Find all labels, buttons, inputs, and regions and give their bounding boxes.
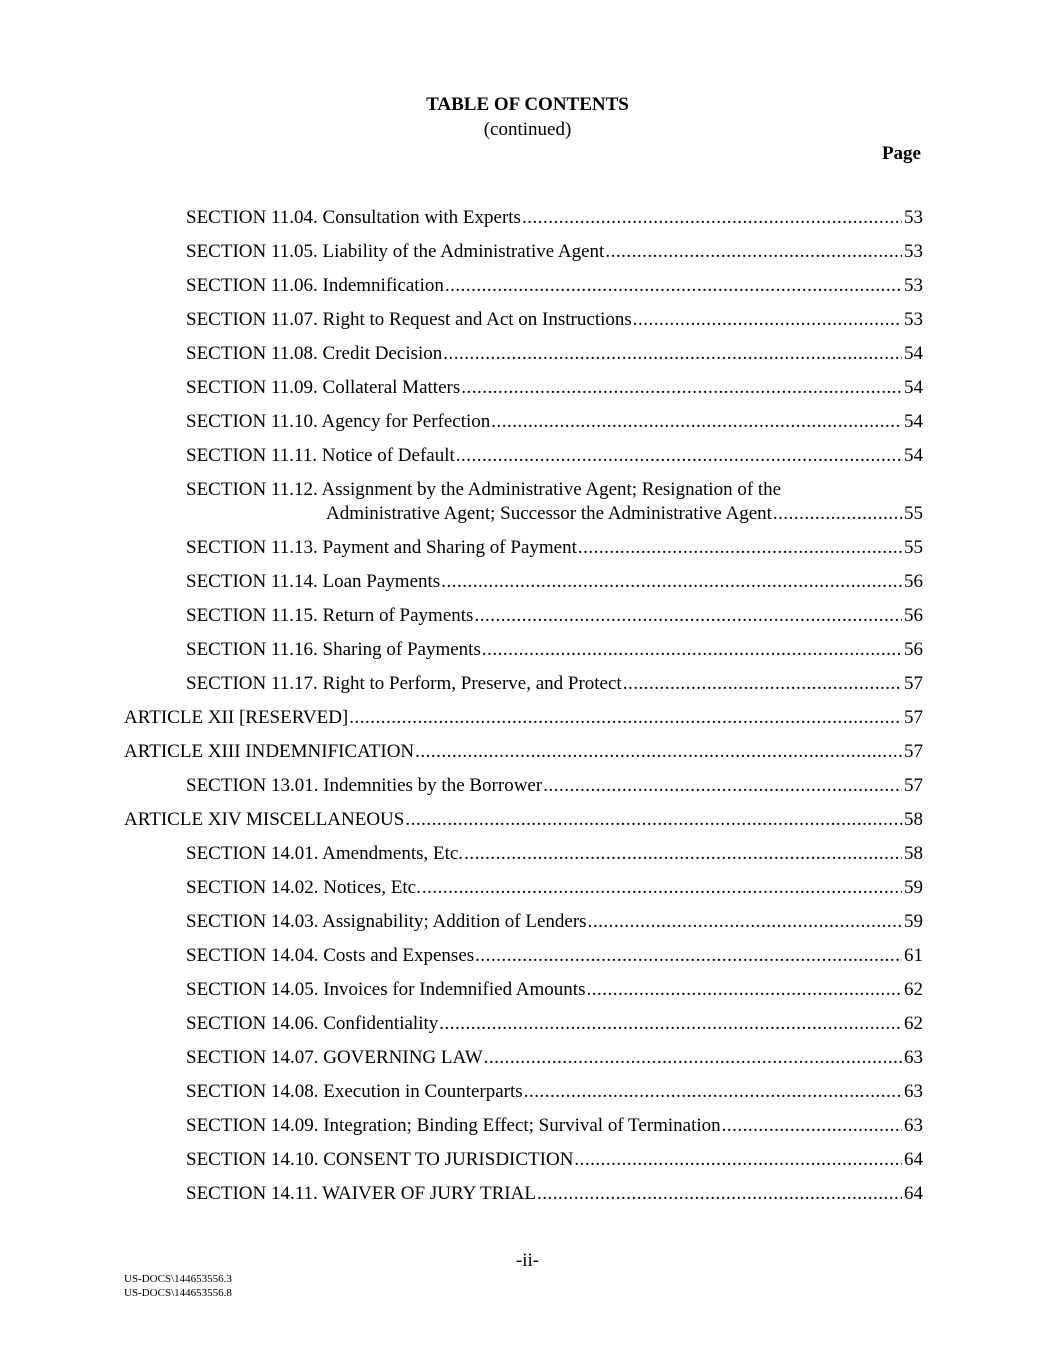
toc-entry-page: 54 [904, 445, 923, 466]
toc-entry-title: SECTION 11.17. Right to Perform, Preserve, and Protect [186, 673, 622, 694]
toc-entry[interactable] [0, 376, 1055, 400]
dot-leader [461, 376, 902, 400]
toc-entry-page: 56 [904, 605, 923, 626]
toc-entry-title: ARTICLE XIV MISCELLANEOUS [124, 809, 405, 830]
toc-entry-page: 63 [904, 1081, 923, 1102]
toc-entry[interactable] [0, 842, 1055, 866]
dot-leader [415, 740, 902, 764]
dot-leader [441, 570, 902, 594]
toc-entry-title: SECTION 14.05. Invoices for Indemnified Amounts [186, 979, 586, 1000]
toc-entry-page: 54 [904, 377, 923, 398]
toc-entry[interactable] [0, 944, 1055, 968]
toc-entry-page: 53 [904, 241, 923, 262]
toc-entry-title: SECTION 14.10. CONSENT TO JURISDICTION [186, 1149, 574, 1170]
toc-entry-page: 57 [904, 775, 923, 796]
toc-entry-title: SECTION 11.09. Collateral Matters [186, 377, 461, 398]
toc-entry[interactable] [0, 604, 1055, 628]
dot-leader [405, 808, 902, 832]
dot-leader [439, 1012, 902, 1036]
toc-entry-page: 63 [904, 1047, 923, 1068]
page-column-label: Page [881, 143, 921, 164]
toc-entry-page: 56 [904, 639, 923, 660]
page-number: -ii- [515, 1250, 540, 1271]
toc-entry-title: SECTION 11.13. Payment and Sharing of Payment [186, 537, 577, 558]
toc-entry-page: 57 [904, 707, 923, 728]
dot-leader [722, 1114, 902, 1138]
toc-entry[interactable] [0, 1182, 1055, 1206]
dot-leader [588, 910, 902, 934]
toc-entry[interactable] [0, 706, 1055, 730]
dot-leader [574, 1148, 902, 1172]
toc-entry-page: 53 [904, 309, 923, 330]
toc-entry-page: 54 [904, 411, 923, 432]
toc-entry[interactable] [0, 774, 1055, 798]
toc-entry-page: 62 [904, 1013, 923, 1034]
toc-entry-page: 62 [904, 979, 923, 1000]
toc-entry-title: SECTION 11.15. Return of Payments [186, 605, 474, 626]
toc-entry-title: SECTION 11.04. Consultation with Experts [186, 207, 521, 228]
dot-leader [524, 1080, 902, 1104]
toc-entry-page: 61 [904, 945, 923, 966]
toc-entry-title: SECTION 14.01. Amendments, Etc. [186, 843, 464, 864]
toc-entry-page: 64 [904, 1149, 923, 1170]
toc-entry[interactable] [0, 740, 1055, 764]
dot-leader [422, 876, 902, 900]
toc-entry-page: 56 [904, 571, 923, 592]
toc-entry-page: 57 [904, 741, 923, 762]
dot-leader [586, 978, 902, 1002]
toc-entry[interactable] [0, 978, 1055, 1002]
toc-entry-title: SECTION 11.16. Sharing of Payments [186, 639, 481, 660]
toc-entry-title: ARTICLE XII [RESERVED] [124, 707, 349, 728]
toc-entry-page: 64 [904, 1183, 923, 1204]
toc-entry-title: SECTION 14.02. Notices, Etc. [186, 877, 421, 898]
dot-leader [456, 444, 902, 468]
dot-leader [464, 842, 902, 866]
dot-leader [605, 240, 902, 264]
dot-leader [474, 604, 902, 628]
toc-entry-title: SECTION 11.07. Right to Request and Act on Instructions [186, 309, 632, 330]
toc-entry-title: SECTION 14.11. WAIVER OF JURY TRIAL [186, 1183, 536, 1204]
toc-entry[interactable] [0, 638, 1055, 662]
toc-entry-title: SECTION 11.08. Credit Decision [186, 343, 443, 364]
toc-entry[interactable] [0, 1046, 1055, 1070]
toc-entry-page: 55 [904, 537, 923, 558]
toc-entry-page: 59 [904, 877, 923, 898]
toc-entry-page: 58 [904, 809, 923, 830]
toc-entry-page: 63 [904, 1115, 923, 1136]
toc-entry-page: 57 [904, 673, 923, 694]
toc-entry-page: 54 [904, 343, 923, 364]
toc-entry[interactable] [0, 1114, 1055, 1138]
toc-entry[interactable] [0, 1012, 1055, 1036]
toc-entry[interactable] [0, 1080, 1055, 1104]
dot-leader [491, 410, 902, 434]
toc-entry-title: SECTION 11.12. Assignment by the Administrative Agent; Resignation of the [186, 479, 782, 500]
toc-entry-title: SECTION 11.14. Loan Payments [186, 571, 441, 592]
toc-entry-page: 59 [904, 911, 923, 932]
dot-leader [443, 342, 902, 366]
toc-entry-page: 58 [904, 843, 923, 864]
dot-leader [633, 308, 902, 332]
toc-entry[interactable] [0, 910, 1055, 934]
toc-entry[interactable] [0, 570, 1055, 594]
toc-entry[interactable] [0, 478, 1055, 526]
dot-leader [543, 774, 902, 798]
toc-entry[interactable] [0, 240, 1055, 264]
toc-entry[interactable] [0, 1148, 1055, 1172]
toc-entry-title: SECTION 11.05. Liability of the Administrative Agent [186, 241, 605, 262]
toc-entry-page: 53 [904, 207, 923, 228]
toc-entry[interactable] [0, 876, 1055, 900]
toc-title: TABLE OF CONTENTS [426, 94, 629, 115]
toc-entry-title: SECTION 11.06. Indemnification [186, 275, 444, 296]
dot-leader [484, 1046, 902, 1070]
toc-entry[interactable] [0, 444, 1055, 468]
toc-entry[interactable] [0, 206, 1055, 230]
dot-leader [537, 1182, 902, 1206]
toc-list [0, 206, 1055, 1216]
toc-entry-title-continued: Administrative Agent; Successor the Administrative Agent [326, 503, 772, 524]
toc-entry[interactable] [0, 308, 1055, 332]
toc-entry[interactable] [0, 536, 1055, 560]
toc-entry[interactable] [0, 808, 1055, 832]
toc-entry-title: SECTION 11.10. Agency for Perfection [186, 411, 491, 432]
dot-leader [445, 274, 902, 298]
doc-id: US-DOCS\144653556.3 [124, 1273, 232, 1285]
toc-entry-title: SECTION 14.09. Integration; Binding Effect; Survival of Termination [186, 1115, 721, 1136]
toc-entry-title: SECTION 14.07. GOVERNING LAW [186, 1047, 483, 1068]
dot-leader [578, 536, 902, 560]
toc-entry-title: SECTION 14.04. Costs and Expenses [186, 945, 475, 966]
toc-entry[interactable] [0, 342, 1055, 366]
toc-subtitle: (continued) [483, 119, 572, 140]
dot-leader [522, 206, 902, 230]
toc-entry-page: 55 [904, 503, 923, 524]
doc-id: US-DOCS\144653556.8 [124, 1287, 232, 1299]
toc-entry-title: SECTION 14.06. Confidentiality [186, 1013, 439, 1034]
toc-entry-title: SECTION 14.08. Execution in Counterparts [186, 1081, 523, 1102]
toc-entry[interactable] [0, 410, 1055, 434]
dot-leader [623, 672, 902, 696]
toc-entry-title: SECTION 11.11. Notice of Default [186, 445, 455, 466]
dot-leader [475, 944, 902, 968]
toc-entry-page: 53 [904, 275, 923, 296]
toc-entry[interactable] [0, 672, 1055, 696]
dot-leader [773, 502, 902, 526]
toc-entry[interactable] [0, 274, 1055, 298]
toc-entry-title: ARTICLE XIII INDEMNIFICATION [124, 741, 415, 762]
toc-entry-title: SECTION 13.01. Indemnities by the Borrower [186, 775, 543, 796]
dot-leader [349, 706, 902, 730]
dot-leader [482, 638, 902, 662]
toc-entry-title: SECTION 14.03. Assignability; Addition of Lenders [186, 911, 587, 932]
